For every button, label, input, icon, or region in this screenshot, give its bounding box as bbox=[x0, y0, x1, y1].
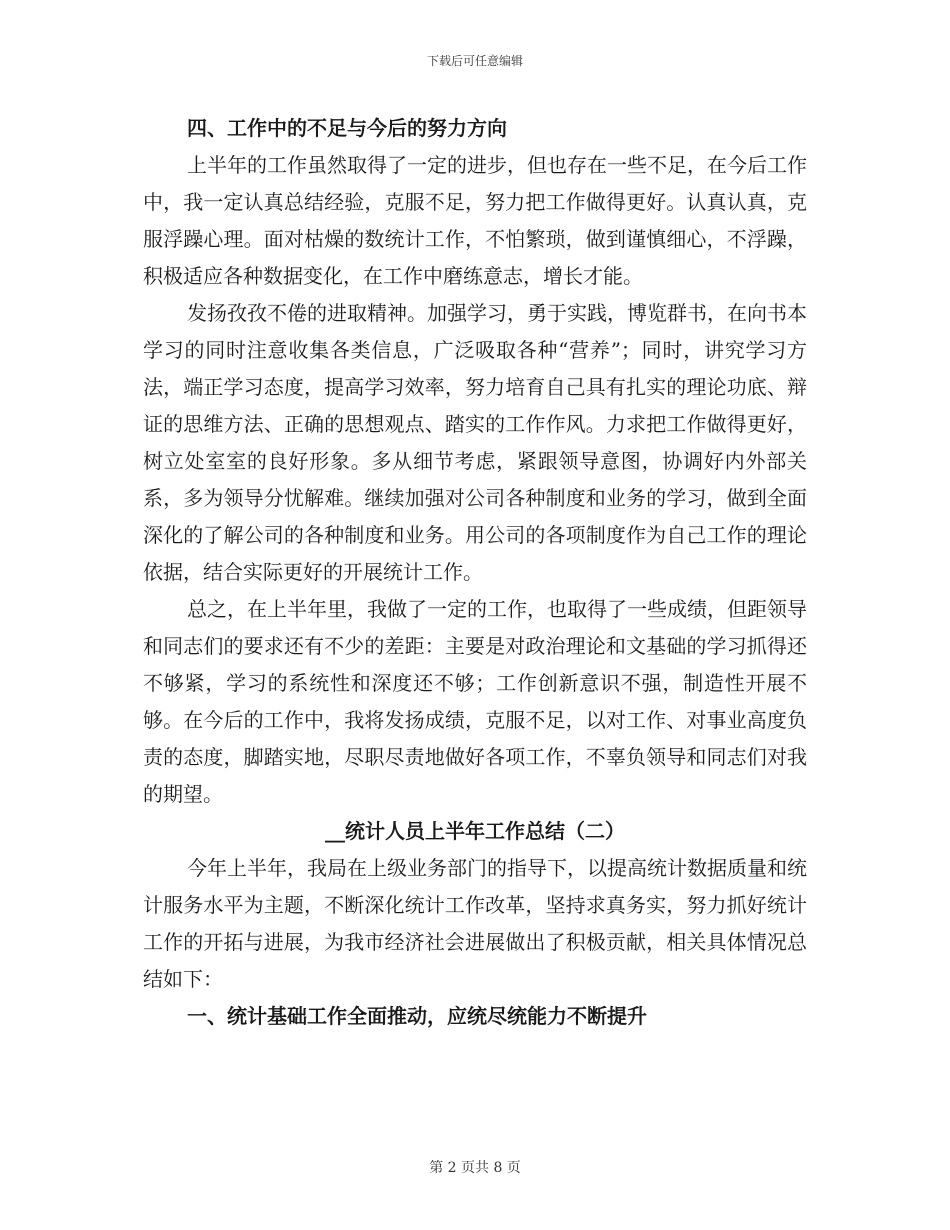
page-header: 下载后可任意编辑 bbox=[426, 54, 523, 68]
section-heading-4: 四、工作中的不足与今后的努力方向 bbox=[187, 116, 507, 140]
paragraph: 总之，在上半年里，我做了一定的工作，也取得了一些成绩，但距领导和同志们的要求还有不少的差距：主要是对政治理论和文基础的学习抓得还不够紧，学习的系统性和深度还不够；工作创新意识不强，制造性开展不够。在今后的工作中，我将发扬成绩，克服不足，以对工作、对事业高度负责的态度，脚踏实地，尽职尽责地做好各项工作，不辜负领导和同志们对我的期望。 bbox=[143, 597, 807, 806]
section-heading-1: 一、统计基础工作全面推动，应统尽统能力不断提升 bbox=[187, 1004, 647, 1028]
document-body bbox=[143, 110, 807, 1035]
paragraph: 今年上半年，我局在上级业务部门的指导下，以提高统计数据质量和统计服务水平为主题，不断深化统计工作改革，坚持求真务实，努力抓好统计工作的开拓与进展，为我市经济社会进展做出了积极贡献，相关具体情况总结如下： bbox=[143, 856, 807, 991]
page-footer: 第 2 页共 8 页 bbox=[429, 1160, 521, 1176]
paragraph: 上半年的工作虽然取得了一定的进步，但也存在一些不足，在今后工作中，我一定认真总结经验，克服不足，努力把工作做得更好。认真认真，克服浮躁心理。面对枯燥的数统计工作，不怕繁琐，做到谨慎细心，不浮躁，积极适应各种数据变化，在工作中磨练意志，增长才能。 bbox=[143, 153, 807, 288]
document-title: __统计人员上半年工作总结（二） bbox=[325, 819, 625, 843]
paragraph: 发扬孜孜不倦的进取精神。加强学习，勇于实践，博览群书，在向书本学习的同时注意收集各类信息，广泛吸取各种“营养”；同时，讲究学习方法，端正学习态度，提高学习效率，努力培育自己具有扎实的理论功底、辩证的思维方法、正确的思想观点、踏实的工作作风。力求把工作做得更好，树立处室室的良好形象。多从细节考虑，紧跟领导意图，协调好内外部关系，多为领导分忧解难。继续加强对公司各种制度和业务的学习，做到全面深化的了解公司的各种制度和业务。用公司的各项制度作为自己工作的理论依据，结合实际更好的开展统计工作。 bbox=[143, 301, 807, 584]
